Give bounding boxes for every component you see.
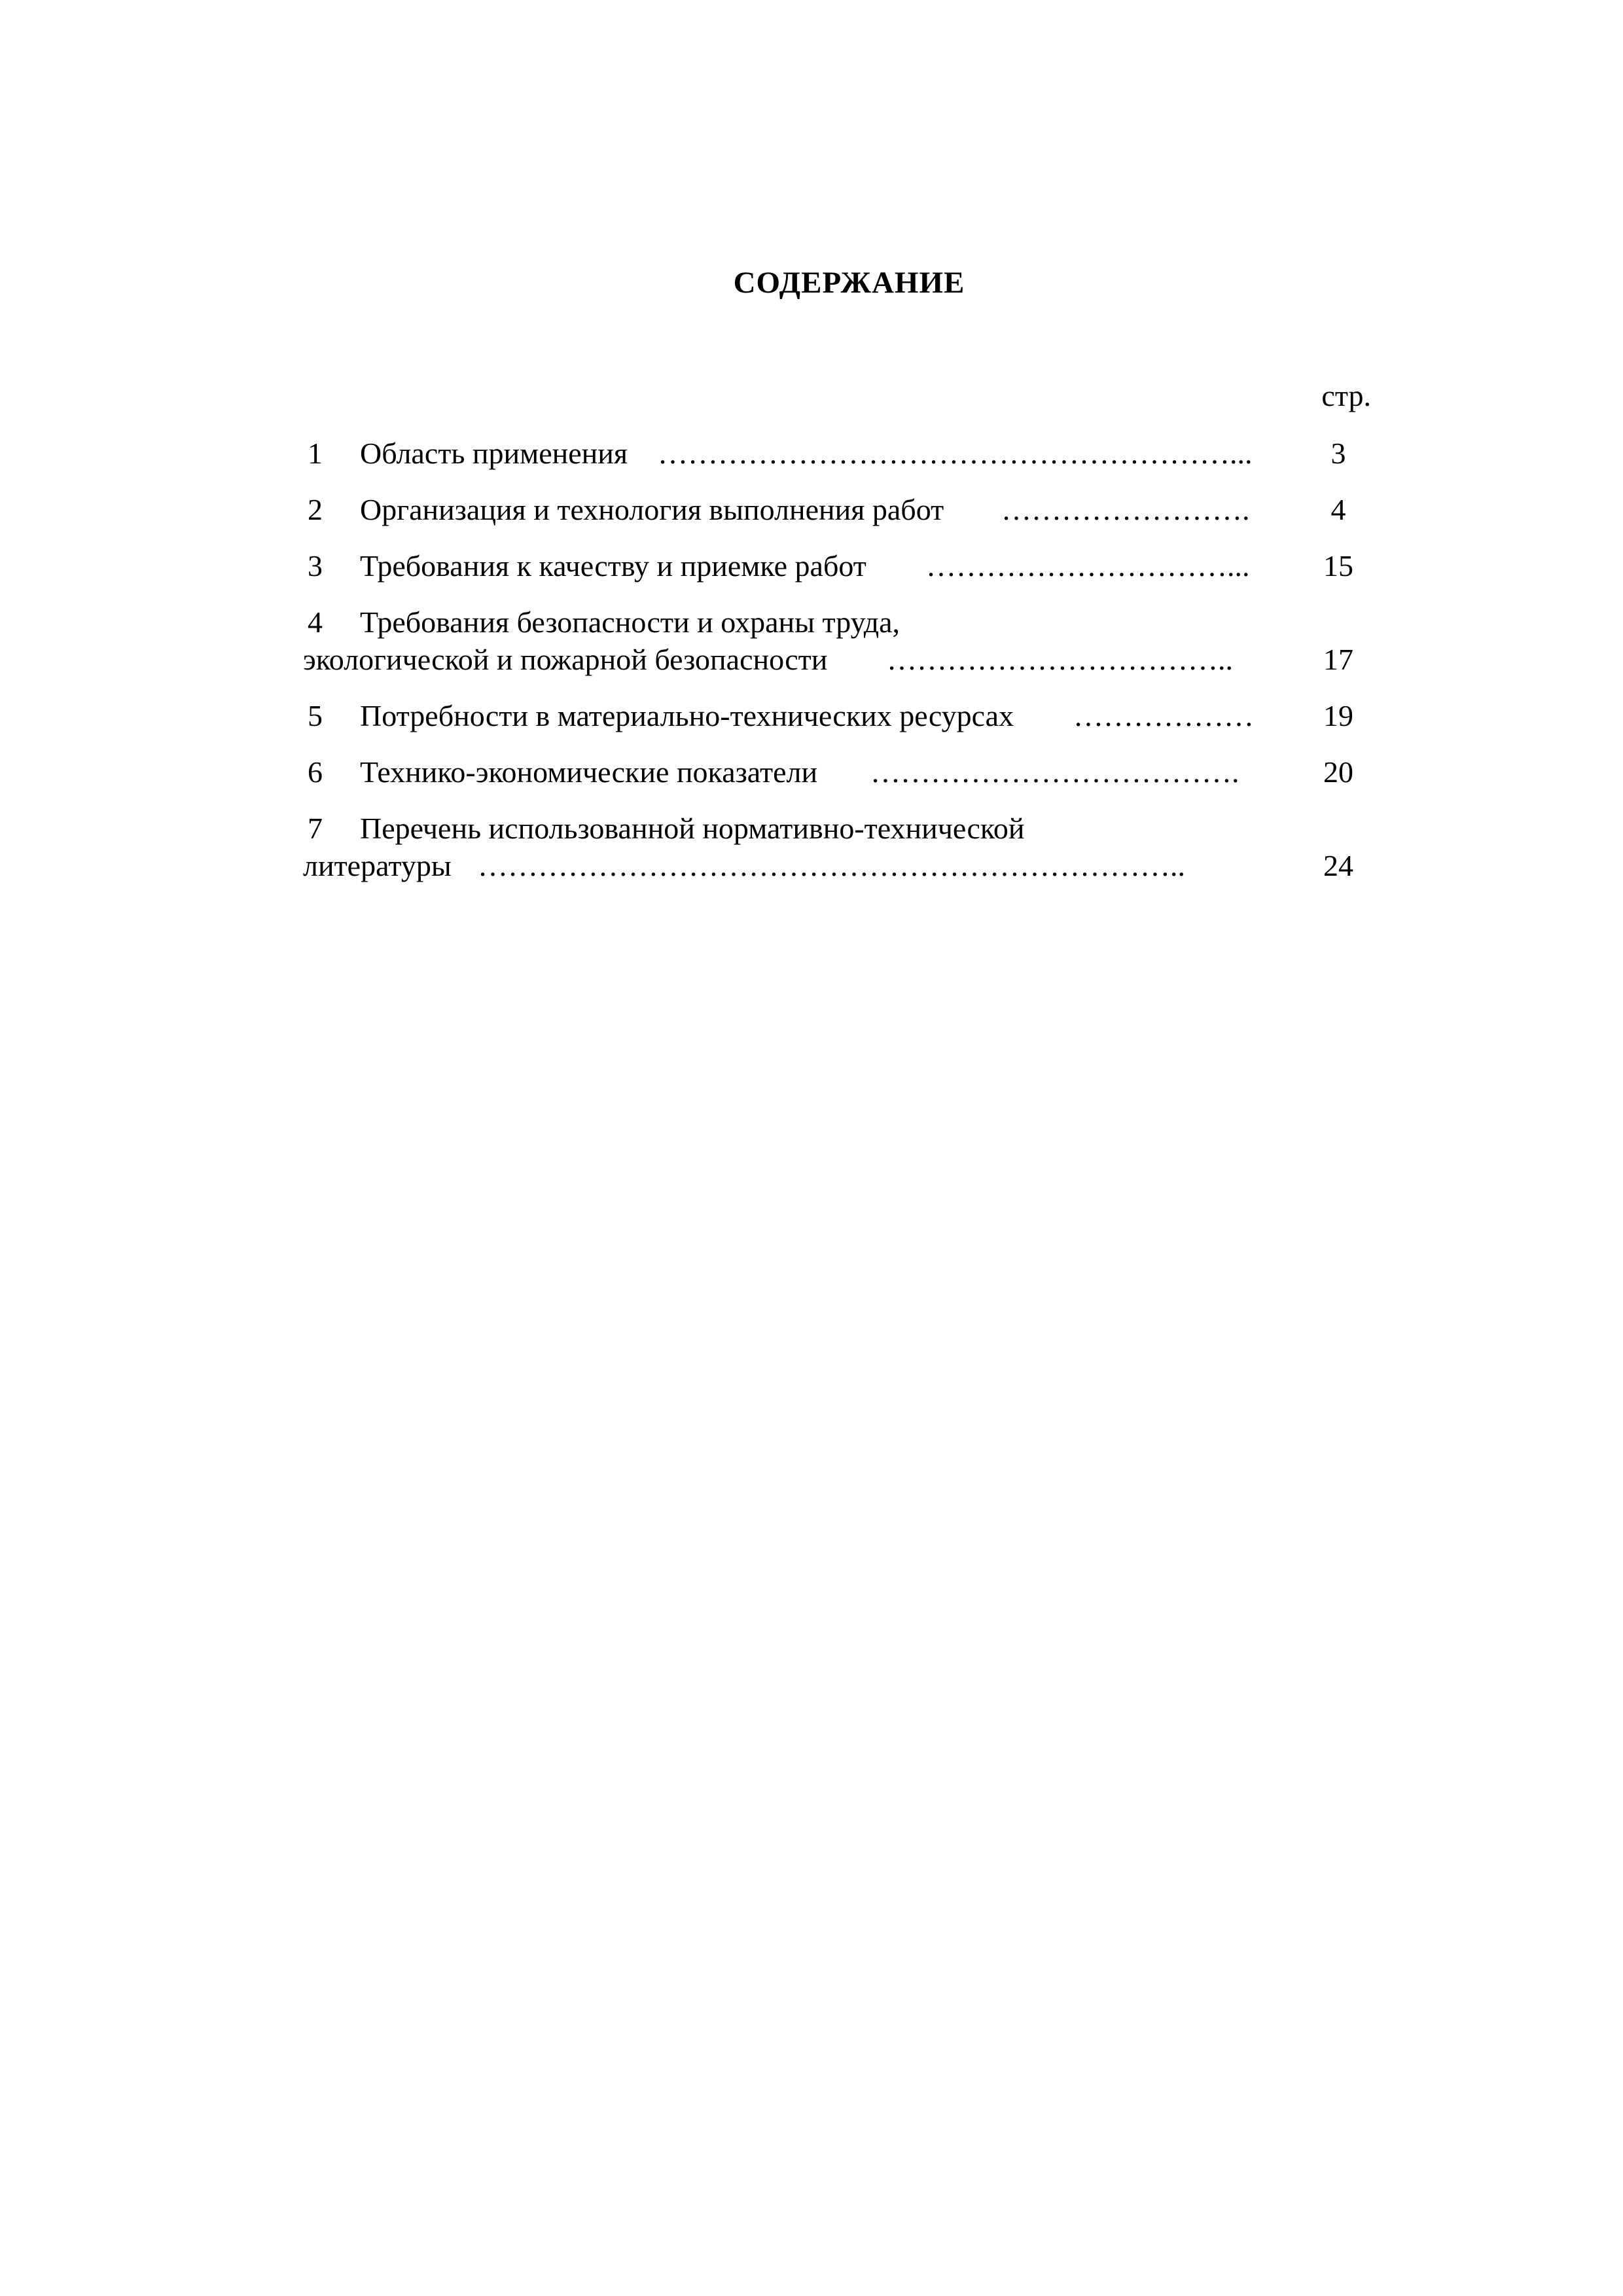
toc-entry-number: 3 <box>308 549 323 583</box>
toc-leader-dots: ……………………. <box>1001 493 1250 526</box>
toc-entry-title: Область применения <box>360 437 628 470</box>
toc-entry-title: Требования безопасности и охраны труда, <box>360 605 901 639</box>
page-title: СОДЕРЖАНИЕ <box>733 266 965 300</box>
toc-leader-dots: …………………………………………………... <box>658 437 1253 470</box>
toc-entry-page: 24 <box>1323 849 1353 882</box>
toc-entry-page: 17 <box>1323 643 1353 676</box>
toc-entry-page: 15 <box>1323 549 1353 583</box>
toc-entry-page: 20 <box>1323 755 1353 789</box>
toc-leader-dots: …………………………... <box>926 549 1250 583</box>
toc-entry-title: Перечень использованной нормативно-технической <box>360 812 1025 845</box>
toc-entry-page: 4 <box>1330 493 1346 526</box>
toc-entry-number: 7 <box>308 812 323 845</box>
toc-entry-number: 2 <box>308 493 323 526</box>
toc-entry-number: 5 <box>308 699 323 732</box>
toc-leader-dots: …………………………………………………………….. <box>478 849 1185 882</box>
toc-entry-title: Требования к качеству и приемке работ <box>360 549 866 583</box>
toc-entry-title-continued: литературы <box>303 849 452 882</box>
toc-leader-dots: …………………………….. <box>887 643 1233 676</box>
toc-entry-page: 19 <box>1323 699 1353 732</box>
toc-entry-number: 6 <box>308 755 323 789</box>
toc-entry-title-continued: экологической и пожарной безопасности <box>303 643 828 676</box>
toc-entry-title: Технико-экономические показатели <box>360 755 818 789</box>
toc-leader-dots: ………………………………. <box>870 755 1240 789</box>
toc-entry-title: Потребности в материально-технических ресурсах <box>360 699 1014 732</box>
page-column-label: стр. <box>1321 379 1371 412</box>
toc-entry-page: 3 <box>1330 437 1346 470</box>
toc-entry-number: 4 <box>308 605 323 639</box>
toc-entry-title: Организация и технология выполнения работ <box>360 493 944 526</box>
toc-leader-dots: ……………… <box>1073 699 1254 732</box>
toc-entry-number: 1 <box>308 437 323 470</box>
